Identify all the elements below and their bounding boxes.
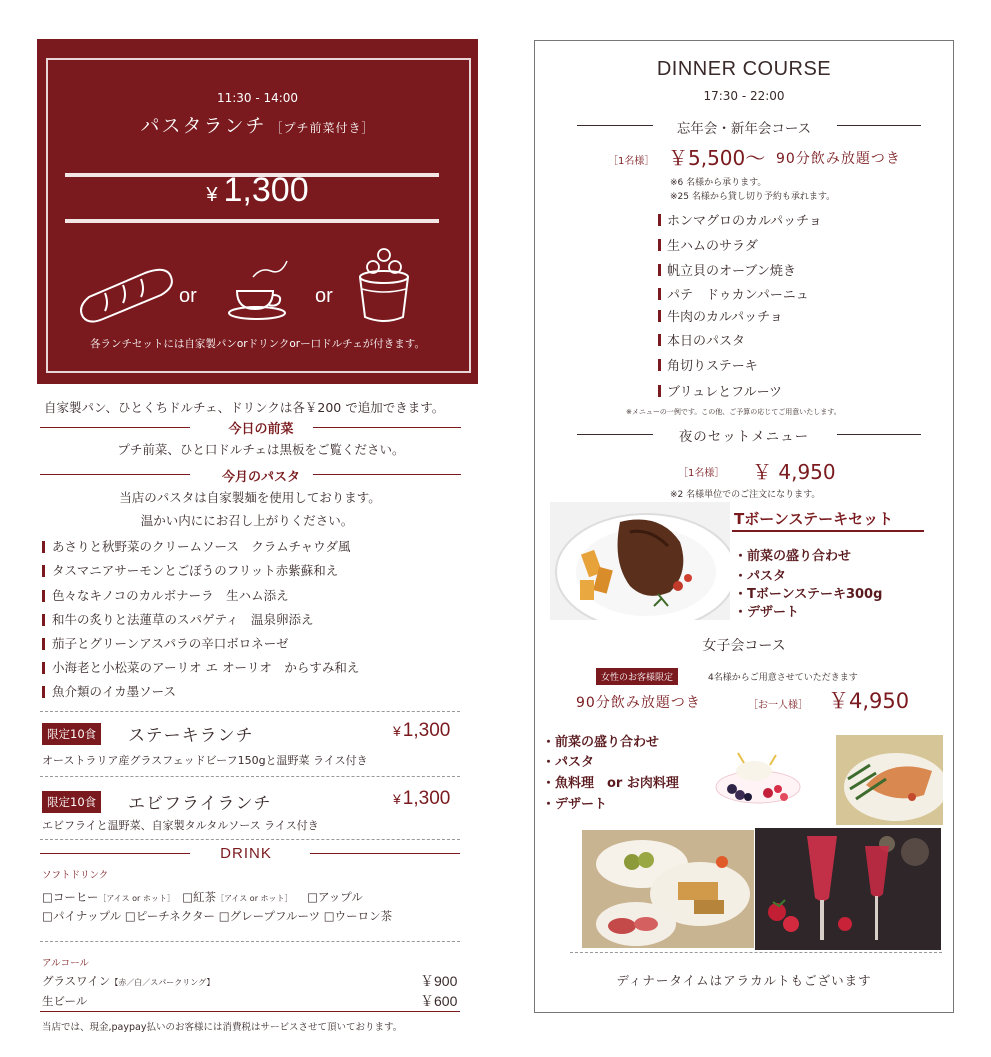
list-item: 本日のパスタ: [667, 334, 746, 349]
lunch-price: [37, 171, 478, 210]
list-item: あさりと秋野菜のクリームソース クラムチャウダ風: [52, 539, 351, 554]
limited-badge: 限定10食: [42, 791, 101, 813]
alacarte-note: ディナータイムはアラカルトもございます: [616, 973, 872, 988]
sparkling-drinks-photo: [755, 828, 941, 950]
list-item: ・前菜の盛り合わせ: [542, 735, 660, 750]
dolce-cup-icon: [355, 245, 413, 329]
list-item: ・パスタ: [734, 569, 787, 584]
ebi-lunch-title: エビフライランチ: [128, 794, 272, 814]
party-course-heading: 忘年会・新年会コース: [676, 121, 812, 137]
pasta-intro-2: 温かい内ににお召し上がりください。: [140, 513, 354, 528]
party-footnote: ※メニューの一例です。この他、ご予算の応じてご用意いたします。: [626, 408, 841, 416]
soft-drink-row-1: [42, 889, 363, 905]
t-bone-steak-photo: [550, 502, 730, 620]
drink-option: ［アイス or ホット］: [216, 894, 293, 903]
bullet-bar: [658, 239, 661, 251]
list-item: ・魚料理 or お肉料理: [542, 776, 679, 791]
list-item: ・Tボーンステーキ300g: [734, 587, 883, 602]
party-note-2: ※25 名様から貸し切り予約も承れます。: [670, 192, 836, 202]
divider: [732, 530, 924, 532]
steak-lunch-title: ステーキランチ: [128, 726, 254, 746]
list-item: ブリュレとフルーツ: [667, 385, 783, 400]
lunch-note: 各ランチセットには自家製パンorドリンクorー口ドルチェが付きます。: [90, 338, 425, 350]
bullet-bar: [42, 541, 45, 553]
steak-lunch-price: [393, 720, 450, 742]
bullet-bar: [658, 214, 661, 226]
yen-sign: ¥: [206, 184, 218, 206]
joshikai-per-person: ［お一人様］: [748, 700, 808, 711]
appetizer-heading: 今日の前菜: [228, 422, 294, 437]
divider: [40, 711, 460, 712]
party-note-1: ※6 名様から承ります。: [670, 178, 767, 188]
joshikai-price: ￥4,950: [828, 689, 910, 713]
list-item: 生ハムのサラダ: [667, 239, 758, 254]
drink-option: ［アイス or ホット］: [98, 894, 175, 903]
list-item: 帆立貝のオーブン焼き: [667, 264, 796, 279]
bullet-bar: [42, 638, 45, 650]
list-item: 魚介類のイカ墨ソース: [52, 684, 177, 699]
ladies-only-badge: 女性のお客様限定: [596, 668, 678, 685]
soft-drink-row-2: □パイナップル □ピーチネクター □グレープフルーツ □ウーロン茶: [42, 909, 393, 923]
bread-icon: [75, 267, 175, 323]
joshikai-heading: 女子会コース: [702, 638, 786, 654]
drink-heading: DRINK: [220, 845, 272, 862]
lunch-title-sub: ［プチ前菜付き］: [270, 121, 375, 135]
list-item: ・デザート: [734, 605, 800, 620]
party-per-person: ［1名様］: [608, 156, 655, 167]
bullet-bar: [658, 310, 661, 322]
dessert-photo: [688, 735, 833, 823]
beer-name: 生ビール: [42, 994, 88, 1008]
night-set-heading: 夜のセットメニュー: [678, 429, 810, 445]
bullet-bar: [658, 288, 661, 300]
lunch-title: [37, 111, 478, 138]
bullet-bar: [658, 385, 661, 397]
bullet-bar: [42, 590, 45, 602]
or-label: or: [315, 285, 333, 307]
list-item: ・デザート: [542, 797, 608, 812]
ebi-lunch-desc: エビフライと温野菜、自家製タルタルソース ライス付き: [42, 819, 319, 832]
fish-dish-photo: [836, 735, 943, 825]
coffee-cup-icon: [225, 257, 297, 323]
yen-sign: ¥: [393, 723, 401, 739]
pasta-intro-1: 当店のパスタは自家製麺を使用しております。: [119, 490, 381, 505]
divider: [570, 952, 942, 953]
divider: [65, 219, 439, 223]
lunch-time: 11:30 - 14:00: [216, 91, 299, 105]
list-item: 角切りステーキ: [667, 359, 758, 374]
divider: [313, 474, 461, 475]
list-item: ・前菜の盛り合わせ: [734, 549, 852, 564]
footnote: 当店では、現金,paypay払いのお客様には消費税はサービスさせて頂いております。: [42, 1022, 403, 1033]
night-note: ※2 名様単位でのご注文になります。: [670, 490, 821, 500]
alcohol-label: アルコール: [42, 958, 89, 969]
night-per-person: ［1名様］: [678, 468, 725, 479]
night-price: ￥ 4,950: [752, 460, 836, 484]
bullet-bar: [658, 334, 661, 346]
lunch-price-value: 1,300: [223, 171, 309, 209]
wine-note: 【赤／白／スパークリング】: [110, 978, 215, 987]
lunch-title-text: パスタランチ: [140, 115, 267, 137]
list-item: 茄子とグリーンアスパラの辛口ボロネーゼ: [52, 636, 289, 651]
dinner-time: 17:30 - 22:00: [703, 89, 785, 103]
list-item: 和牛の炙りと法蓮草のスパゲティ 温泉卵添え: [52, 612, 314, 627]
divider: [40, 1011, 460, 1012]
list-item: 小海老と小松菜のアーリオ エ オーリオ からすみ和え: [52, 660, 360, 675]
drink-item: □コーヒー: [42, 890, 99, 904]
bullet-bar: [42, 662, 45, 674]
list-item: タスマニアサーモンとごぼうのフリット赤紫蘇和え: [52, 563, 339, 578]
steak-lunch-desc: オーストラリア産グラスフェッドビーフ150gと温野菜 ライス付き: [42, 754, 368, 767]
divider: [40, 941, 460, 942]
drink-item: □紅茶: [182, 890, 217, 904]
wine-name: グラスワイン: [42, 974, 111, 988]
drink-item: □アップル: [307, 890, 363, 904]
ebi-lunch-price: [393, 788, 450, 810]
list-item: ホンマグロのカルパッチョ: [667, 214, 822, 229]
bullet-bar: [658, 359, 661, 371]
t-bone-title: Tボーンステーキセット: [734, 510, 894, 528]
list-item: 牛肉のカルパッチョ: [667, 310, 783, 325]
bullet-bar: [42, 614, 45, 626]
limited-badge: 限定10食: [42, 723, 101, 745]
bullet-bar: [42, 686, 45, 698]
party-nomihodai: 90分飲み放題つき: [776, 151, 901, 167]
beer-price: ￥600: [420, 993, 458, 1009]
divider: [837, 125, 921, 126]
dinner-title: DINNER COURSE: [656, 58, 832, 80]
soft-drink-label: ソフトドリンク: [42, 870, 109, 881]
wine-row: [42, 973, 214, 989]
lunch-extra-note: 自家製パン、ひとくちドルチェ、ドリンクは各￥200 で追加できます。: [44, 400, 445, 415]
lunch-panel: [37, 39, 478, 384]
divider: [40, 839, 460, 840]
antipasto-platter-photo: [582, 830, 754, 948]
pasta-heading: 今月のパスタ: [221, 470, 300, 485]
bullet-bar: [42, 565, 45, 577]
joshikai-nomihodai: 90分飲み放題つき: [576, 695, 701, 711]
wine-price: ￥900: [420, 973, 458, 989]
list-item: パテ ドゥカンパーニュ: [667, 288, 809, 303]
divider: [313, 427, 461, 428]
party-price: ￥5,500〜: [668, 146, 766, 170]
divider: [310, 853, 460, 854]
divider: [40, 776, 460, 777]
divider: [837, 434, 921, 435]
list-item: ・パスタ: [542, 755, 595, 770]
joshikai-condition: 4名様からご用意させていただきます: [708, 673, 858, 683]
bullet-bar: [658, 264, 661, 276]
yen-sign: ¥: [393, 791, 401, 807]
steak-lunch-price-value: 1,300: [402, 720, 451, 741]
appetizer-text: プチ前菜、ひと口ドルチェは黒板をご覧ください。: [117, 442, 405, 457]
list-item: 色々なキノコのカルボナーラ 生ハム添え: [52, 588, 289, 603]
or-label: or: [179, 285, 197, 307]
ebi-lunch-price-value: 1,300: [402, 788, 451, 809]
